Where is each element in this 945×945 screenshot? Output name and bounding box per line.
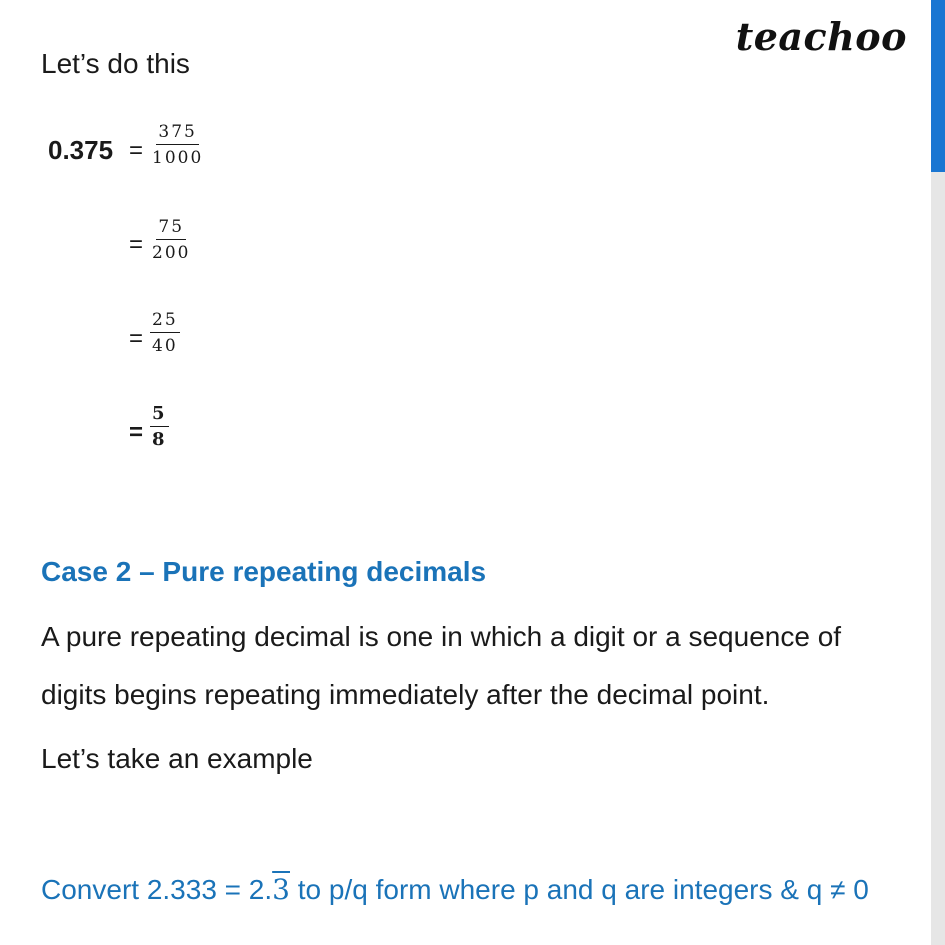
equals-sign: = — [129, 325, 144, 352]
convert-suffix: to p/q form where p and q are integers & q ≠ 0 — [289, 874, 869, 905]
decimal-value: 0.375 — [48, 135, 114, 165]
fraction-step-2 — [150, 218, 192, 262]
denominator: 200 — [152, 243, 191, 263]
equals-sign: = — [129, 231, 144, 258]
repeating-digit: 3 — [272, 873, 290, 906]
fraction-result — [150, 405, 169, 449]
numerator: 375 — [156, 123, 198, 145]
denominator: 40 — [152, 336, 178, 356]
denominator: 8 — [152, 429, 167, 450]
case2-heading: Case 2 – Pure repeating decimals — [41, 556, 487, 587]
numerator: 75 — [156, 218, 186, 240]
example-intro: Let’s take an example — [41, 743, 313, 774]
equals-sign: = — [129, 419, 144, 446]
convert-example — [41, 873, 869, 907]
scrollbar-thumb[interactable] — [931, 0, 945, 172]
intro-text: Let’s do this — [41, 48, 190, 79]
scrollbar[interactable] — [931, 0, 945, 945]
denominator: 1000 — [152, 148, 204, 168]
fraction-step-1 — [150, 123, 205, 167]
convert-prefix: Convert 2.333 = 2. — [41, 874, 273, 905]
numerator: 25 — [150, 311, 180, 333]
teachoo-logo: teachoo — [735, 14, 907, 59]
numerator: 5 — [150, 405, 169, 427]
case2-description-line2: digits begins repeating immediately after the decimal point. — [41, 679, 770, 710]
equals-sign: = — [129, 137, 144, 164]
fraction-step-3 — [150, 311, 180, 355]
case2-description-line1: A pure repeating decimal is one in which a digit or a sequence of — [41, 621, 842, 652]
